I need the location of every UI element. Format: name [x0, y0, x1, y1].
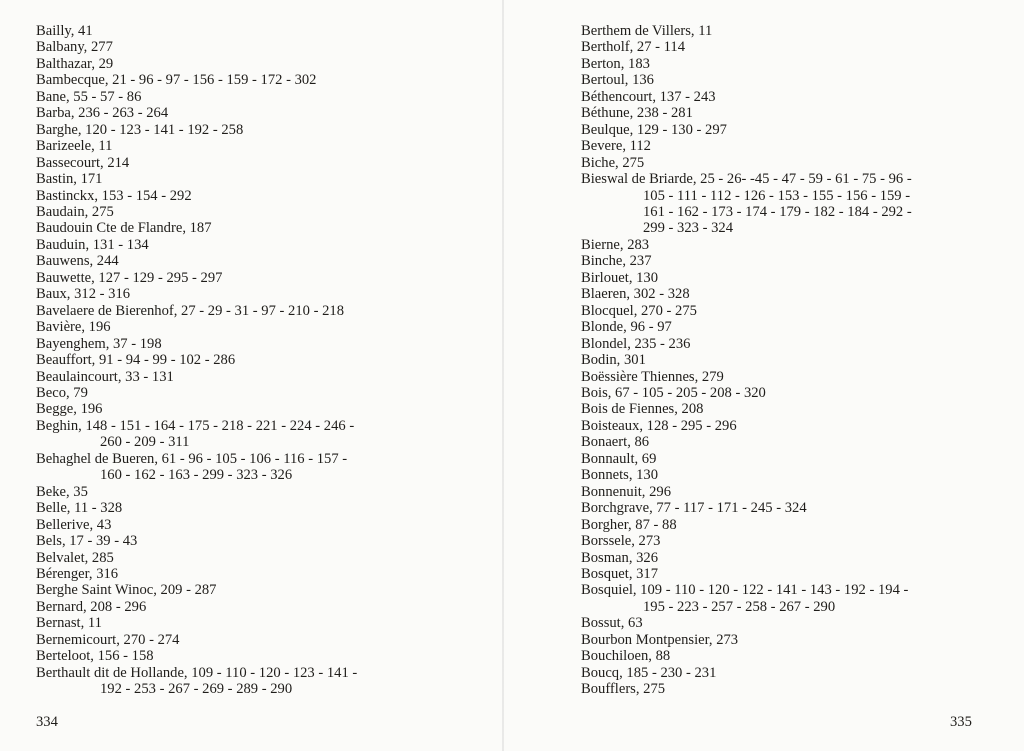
index-entry-text: Beaulaincourt, 33 - 131 — [36, 368, 174, 385]
index-entry-text: Bernast, 11 — [36, 615, 102, 632]
index-entry-text: Baux, 312 - 316 — [36, 286, 131, 303]
index-entry-text: Bernemicourt, 270 - 274 — [36, 631, 180, 648]
index-entry — [581, 582, 1001, 615]
index-entry-text: Bailly, 41 — [36, 23, 93, 39]
index-entry — [581, 72, 1001, 88]
index-entry-text: Boufflers, 275 — [581, 681, 666, 698]
index-entry — [581, 352, 1001, 368]
index-entry — [581, 89, 1001, 105]
index-entry — [581, 138, 1001, 154]
index-entry — [581, 23, 1001, 39]
index-entry-text: Berthault dit de Hollande, 109 - 110 - 120 - 123 - 141 - — [36, 664, 358, 681]
index-entry — [581, 467, 1001, 483]
index-entry-text: Bevere, 112 — [581, 138, 651, 155]
index-entry — [581, 615, 1001, 631]
index-entry-text: Bérenger, 316 — [36, 565, 119, 582]
index-entry-text: Bierne, 283 — [581, 236, 650, 253]
index-entry — [36, 204, 476, 220]
index-entry-text: Bonnets, 130 — [581, 467, 659, 484]
index-entry — [581, 270, 1001, 286]
index-entry — [581, 237, 1001, 253]
index-entry — [36, 352, 476, 368]
index-entry-text: Bauwette, 127 - 129 - 295 - 297 — [36, 269, 223, 286]
index-entry-text: Borssele, 273 — [581, 533, 661, 550]
index-entry — [581, 171, 1001, 237]
index-entry-text: Belle, 11 - 328 — [36, 500, 123, 517]
index-entry-continuation: 260 - 209 - 311 — [100, 434, 190, 451]
index-entry — [581, 434, 1001, 450]
index-entry — [581, 369, 1001, 385]
index-entry — [581, 632, 1001, 648]
index-entry — [581, 155, 1001, 171]
index-entry — [581, 253, 1001, 269]
index-entry-text: Bels, 17 - 39 - 43 — [36, 533, 138, 550]
index-entry — [36, 451, 476, 484]
index-entry-text: Barizeele, 11 — [36, 138, 113, 155]
index-entry-text: Blocquel, 270 - 275 — [581, 302, 697, 319]
index-entry — [581, 566, 1001, 582]
index-entry-continuation: 195 - 223 - 257 - 258 - 267 - 290 — [643, 598, 836, 615]
index-entry — [36, 369, 476, 385]
index-entry-text: Bonaert, 86 — [581, 434, 650, 451]
index-entry-text: Belvalet, 285 — [36, 549, 114, 566]
index-entry — [36, 72, 476, 88]
index-entry-text: Beco, 79 — [36, 384, 88, 401]
book-spine — [502, 0, 504, 751]
index-entry-text: Barghe, 120 - 123 - 141 - 192 - 258 — [36, 121, 244, 138]
index-entry — [581, 56, 1001, 72]
index-entry — [581, 418, 1001, 434]
page-number: 334 — [36, 714, 58, 730]
index-entry — [36, 138, 476, 154]
index-entry-text: Bourbon Montpensier, 273 — [581, 631, 739, 648]
index-entry-text: Bellerive, 43 — [36, 516, 112, 533]
index-entry-text: Beulque, 129 - 130 - 297 — [581, 121, 727, 138]
index-entry — [36, 56, 476, 72]
index-list — [36, 23, 476, 698]
index-entry-text: Béthencourt, 137 - 243 — [581, 88, 716, 105]
index-entry-text: Balbany, 277 — [36, 39, 113, 56]
index-entry — [36, 401, 476, 417]
index-entry — [36, 533, 476, 549]
index-entry — [36, 599, 476, 615]
index-entry — [36, 582, 476, 598]
index-entry — [581, 336, 1001, 352]
index-entry — [36, 500, 476, 516]
index-entry-text: Bois de Fiennes, 208 — [581, 401, 704, 418]
index-entry-text: Beke, 35 — [36, 483, 88, 500]
page-number: 335 — [950, 714, 972, 730]
index-entry-text: Bertholf, 27 - 114 — [581, 39, 686, 56]
index-entry-text: Bodin, 301 — [581, 352, 646, 369]
index-entry — [581, 303, 1001, 319]
index-entry-text: Bonnenuit, 296 — [581, 483, 671, 500]
index-entry-text: Blondel, 235 - 236 — [581, 335, 691, 352]
index-entry-text: Beghin, 148 - 151 - 164 - 175 - 218 - 221 - 224 - 246 - — [36, 417, 355, 434]
index-entry-text: Binche, 237 — [581, 253, 652, 270]
index-entry-text: Baudain, 275 — [36, 203, 114, 220]
index-list — [581, 23, 1001, 698]
index-entry — [581, 648, 1001, 664]
index-entry-continuation: 192 - 253 - 267 - 269 - 289 - 290 — [100, 681, 293, 698]
index-entry — [36, 105, 476, 121]
index-entry — [581, 517, 1001, 533]
index-entry-text: Blaeren, 302 - 328 — [581, 286, 690, 303]
index-entry — [581, 39, 1001, 55]
index-entry-text: Beauffort, 91 - 94 - 99 - 102 - 286 — [36, 352, 236, 369]
index-entry-text: Bois, 67 - 105 - 205 - 208 - 320 — [581, 384, 766, 401]
index-entry-text: Bonnault, 69 — [581, 450, 657, 467]
index-entry-text: Begge, 196 — [36, 401, 103, 418]
index-entry-text: Bosquet, 317 — [581, 565, 659, 582]
index-entry — [36, 89, 476, 105]
index-entry — [36, 319, 476, 335]
index-entry — [581, 286, 1001, 302]
index-entry — [36, 286, 476, 302]
index-entry-text: Berteloot, 156 - 158 — [36, 648, 154, 665]
index-entry-text: Behaghel de Bueren, 61 - 96 - 105 - 106 - 116 - 157 - — [36, 450, 348, 467]
index-entry — [581, 484, 1001, 500]
index-entry-text: Bossut, 63 — [581, 615, 643, 632]
index-entry-text: Barba, 236 - 263 - 264 — [36, 105, 169, 122]
index-entry-text: Bastin, 171 — [36, 171, 103, 188]
index-entry-text: Bauduin, 131 - 134 — [36, 236, 149, 253]
index-entry-continuation: 105 - 111 - 112 - 126 - 153 - 155 - 156 - 159 - — [643, 187, 911, 204]
index-entry — [36, 517, 476, 533]
index-entry-text: Berthem de Villers, 11 — [581, 23, 713, 39]
index-entry — [36, 648, 476, 664]
index-entry-text: Borchgrave, 77 - 117 - 171 - 245 - 324 — [581, 500, 807, 517]
index-entry-text: Berghe Saint Winoc, 209 - 287 — [36, 582, 217, 599]
index-entry — [36, 665, 476, 698]
index-entry-text: Bernard, 208 - 296 — [36, 598, 147, 615]
index-entry — [36, 253, 476, 269]
index-entry — [581, 122, 1001, 138]
index-entry — [36, 39, 476, 55]
index-entry-text: Boisteaux, 128 - 295 - 296 — [581, 417, 737, 434]
index-entry-text: Bavelaere de Bierenhof, 27 - 29 - 31 - 97 - 210 - 218 — [36, 302, 344, 319]
index-entry-text: Bosman, 326 — [581, 549, 659, 566]
index-entry — [581, 665, 1001, 681]
index-entry — [581, 681, 1001, 697]
index-entry-text: Bauwens, 244 — [36, 253, 119, 270]
index-entry — [581, 451, 1001, 467]
index-entry-continuation: 299 - 323 - 324 — [643, 220, 733, 237]
index-entry-text: Balthazar, 29 — [36, 55, 114, 72]
index-entry-text: Baudouin Cte de Flandre, 187 — [36, 220, 212, 237]
index-entry-text: Boucq, 185 - 230 - 231 — [581, 664, 717, 681]
index-entry — [581, 500, 1001, 516]
index-entry — [581, 385, 1001, 401]
index-entry — [581, 105, 1001, 121]
index-entry — [36, 385, 476, 401]
index-entry — [36, 122, 476, 138]
index-entry-continuation: 160 - 162 - 163 - 299 - 323 - 326 — [100, 467, 293, 484]
index-entry-text: Bambecque, 21 - 96 - 97 - 156 - 159 - 172 - 302 — [36, 72, 317, 89]
index-entry-text: Béthune, 238 - 281 — [581, 105, 693, 122]
index-entry-text: Birlouet, 130 — [581, 269, 659, 286]
index-entry — [581, 319, 1001, 335]
index-entry-text: Bouchiloen, 88 — [581, 648, 671, 665]
index-entry — [36, 155, 476, 171]
index-entry — [36, 566, 476, 582]
index-entry-text: Bieswal de Briarde, 25 - 26- -45 - 47 - 59 - 61 - 75 - 96 - — [581, 171, 912, 188]
index-entry-text: Bosquiel, 109 - 110 - 120 - 122 - 141 - 143 - 192 - 194 - — [581, 582, 909, 599]
index-entry-text: Blonde, 96 - 97 — [581, 319, 672, 336]
index-entry-text: Bassecourt, 214 — [36, 154, 130, 171]
index-entry — [36, 484, 476, 500]
index-entry-text: Boëssière Thiennes, 279 — [581, 368, 724, 385]
index-entry — [36, 336, 476, 352]
index-entry — [36, 418, 476, 451]
index-entry — [36, 171, 476, 187]
index-entry — [36, 615, 476, 631]
index-entry-text: Bastinckx, 153 - 154 - 292 — [36, 187, 192, 204]
index-entry-text: Berton, 183 — [581, 55, 650, 72]
index-entry — [36, 270, 476, 286]
index-entry — [36, 632, 476, 648]
index-entry-continuation: 161 - 162 - 173 - 174 - 179 - 182 - 184 - 292 - — [643, 203, 912, 220]
index-entry — [36, 237, 476, 253]
index-entry — [581, 533, 1001, 549]
index-entry-text: Bertoul, 136 — [581, 72, 654, 89]
index-entry-text: Bayenghem, 37 - 198 — [36, 335, 162, 352]
index-entry-text: Bane, 55 - 57 - 86 — [36, 88, 142, 105]
index-entry — [581, 401, 1001, 417]
index-entry-text: Biche, 275 — [581, 154, 645, 171]
index-entry — [36, 220, 476, 236]
index-entry — [36, 188, 476, 204]
index-entry — [36, 303, 476, 319]
index-entry — [36, 23, 476, 39]
index-entry-text: Borgher, 87 - 88 — [581, 516, 677, 533]
index-entry — [581, 550, 1001, 566]
index-entry — [36, 550, 476, 566]
index-entry-text: Bavière, 196 — [36, 319, 111, 336]
